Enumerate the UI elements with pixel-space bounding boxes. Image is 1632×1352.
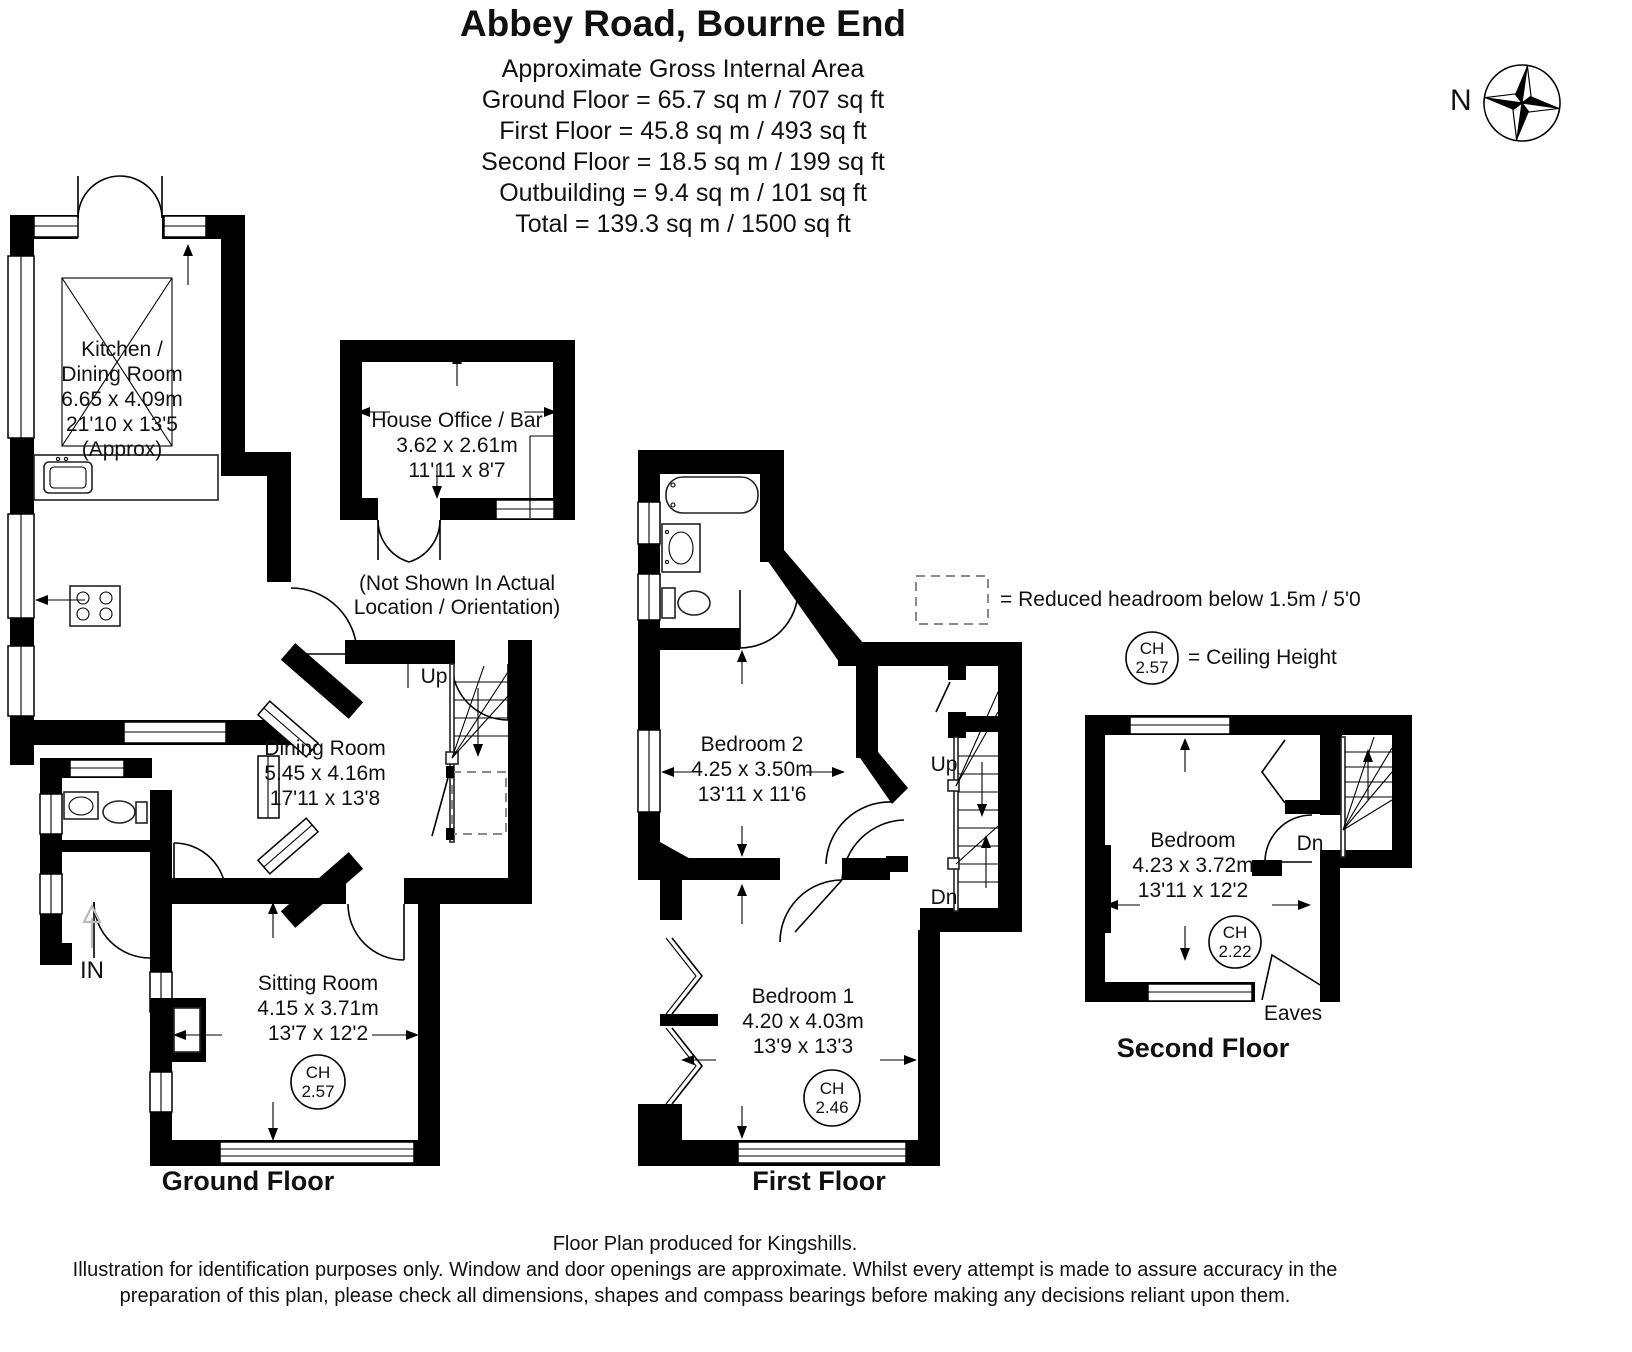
stairs-up-label-first: Up	[930, 753, 958, 776]
stairs-up-label: Up	[420, 665, 448, 688]
wc-sink-icon	[64, 792, 98, 819]
bedroom-dim-ft: 13'11 x 12'2	[1137, 879, 1249, 902]
dining-name: Dining Room	[264, 737, 386, 760]
dining-door-icon	[452, 664, 508, 720]
area-ground: Ground Floor = 65.7 sq m / 707 sq ft	[481, 86, 885, 114]
sitting-dim-m: 4.15 x 3.71m	[257, 997, 379, 1020]
toilet-icon	[662, 588, 710, 618]
wc-entrance	[40, 758, 226, 965]
ceiling-height-legend-circle-label	[1135, 639, 1168, 677]
area-first: First Floor = 45.8 sq m / 493 sq ft	[499, 117, 867, 145]
dining-dim-ft: 17'11 x 13'8	[269, 787, 381, 810]
ceiling-height-legend-label: = Ceiling Height	[1188, 646, 1337, 669]
sitting-ch-label	[301, 1063, 334, 1101]
footer-line-1: Floor Plan produced for Kingshills.	[552, 1233, 858, 1255]
kitchen-name-2: Dining Room	[61, 363, 183, 386]
sitting-room-label	[257, 971, 378, 1046]
ch-value: 2.57	[1135, 658, 1169, 677]
outbuilding-label	[371, 408, 542, 483]
reduced-headroom-legend-box	[916, 576, 988, 624]
bedroom1-label	[742, 984, 863, 1059]
dimension-arrows-first	[661, 650, 917, 1139]
dining-dim-m: 5.45 x 4.16m	[264, 762, 386, 785]
sitting-dim-ft: 13'7 x 12'2	[267, 1022, 369, 1045]
bedroom1-bay-windows-icon	[660, 938, 718, 1104]
bedroom-dim-m: 4.23 x 3.72m	[1132, 854, 1254, 877]
ch-abbr: CH	[819, 1079, 845, 1098]
kitchen-label	[61, 337, 182, 462]
entrance-arrow-icon	[84, 906, 100, 948]
reduced-headroom-legend-label: = Reduced headroom below 1.5m / 5'0	[1000, 588, 1361, 611]
ground-floor-title: Ground Floor	[161, 1166, 335, 1196]
second-bedroom-ch-label	[1218, 923, 1251, 961]
outbuilding-note-2: Location / Orientation)	[353, 596, 561, 619]
wc-toilet-icon	[103, 801, 147, 823]
bedroom1-dim-m: 4.20 x 4.03m	[742, 1010, 864, 1033]
bedroom2-dim-ft: 13'11 x 11'6	[697, 783, 807, 806]
outbuilding-dim-m: 3.62 x 2.61m	[396, 434, 518, 457]
dining-room-label	[264, 736, 385, 811]
bedroom2-label	[691, 732, 812, 807]
area-total: Total = 139.3 sq m / 1500 sq ft	[515, 210, 851, 238]
page-title: Abbey Road, Bourne End	[459, 3, 907, 44]
ch-abbr: CH	[1222, 923, 1248, 942]
outbuilding-name: House Office / Bar	[371, 409, 543, 432]
bedroom1-door-icon	[780, 880, 842, 942]
stairs-second-floor-icon	[1341, 737, 1392, 857]
footer	[0, 1231, 1410, 1309]
bedroom1-name: Bedroom 1	[751, 985, 855, 1008]
fireplace-icon	[150, 998, 206, 1062]
area-second: Second Floor = 18.5 sq m / 199 sq ft	[481, 148, 885, 176]
footer-line-3: preparation of this plan, please check all dimensions, shapes and compass bearings before making any decisions reliant upon them.	[119, 1285, 1291, 1307]
bathroom-door-icon	[740, 590, 798, 648]
footer-line-2: Illustration for identification purposes only. Window and door openings are approximate. Whilst every attempt is made to assure accuracy in the	[72, 1259, 1338, 1281]
second-bedroom-label	[1132, 828, 1253, 903]
sitting-door-icon	[348, 904, 404, 960]
area-outbuilding: Outbuilding = 9.4 sq m / 101 sq ft	[499, 179, 867, 207]
bedroom1-dim-ft: 13'9 x 13'3	[752, 1035, 854, 1058]
kitchen-dim-m: 6.65 x 4.09m	[61, 388, 183, 411]
outbuilding-doors-icon	[378, 520, 440, 562]
bedroom1-ch-label	[815, 1079, 848, 1117]
kitchen-dim-ft: 21'10 x 13'5	[66, 413, 178, 436]
bedroom2-dim-m: 4.25 x 3.50m	[691, 758, 813, 781]
eaves-icon	[1262, 955, 1325, 1000]
compass-icon	[1479, 60, 1565, 146]
header-subtitle: Approximate Gross Internal Area	[501, 55, 865, 83]
stairs-dn-label-first: Dn	[930, 886, 958, 909]
outbuilding-note	[354, 572, 561, 620]
bath-icon	[666, 477, 758, 513]
ch-value: 2.46	[815, 1098, 849, 1117]
outbuilding-dim-ft: 11'11 x 8'7	[408, 459, 506, 482]
ch-value: 2.57	[301, 1082, 335, 1101]
entrance-in-label: IN	[80, 957, 104, 984]
outbuilding-note-1: (Not Shown In Actual	[358, 572, 556, 595]
first-floor-title: First Floor	[752, 1166, 886, 1196]
eaves-label: Eaves	[1263, 1002, 1323, 1025]
hob-icon	[70, 586, 120, 626]
sitting-name: Sitting Room	[257, 972, 379, 995]
second-floor-title: Second Floor	[1116, 1033, 1290, 1063]
chimney-breast	[1085, 845, 1111, 933]
bedroom-name: Bedroom	[1150, 829, 1236, 852]
kitchen-name-1: Kitchen /	[81, 338, 163, 361]
stairs-up-ground-icon	[432, 664, 508, 842]
kitchen-approx: (Approx)	[81, 438, 163, 461]
front-door-icon	[94, 902, 150, 958]
ch-abbr: CH	[1139, 639, 1165, 658]
header	[0, 0, 1366, 240]
ch-value: 2.22	[1218, 942, 1252, 961]
bathroom-sink-icon	[662, 524, 700, 572]
ch-abbr: CH	[305, 1063, 331, 1082]
compass-north-label: N	[1450, 84, 1472, 117]
bedroom2-name: Bedroom 2	[700, 733, 804, 756]
stairs-dn-label-second: Dn	[1296, 832, 1324, 855]
